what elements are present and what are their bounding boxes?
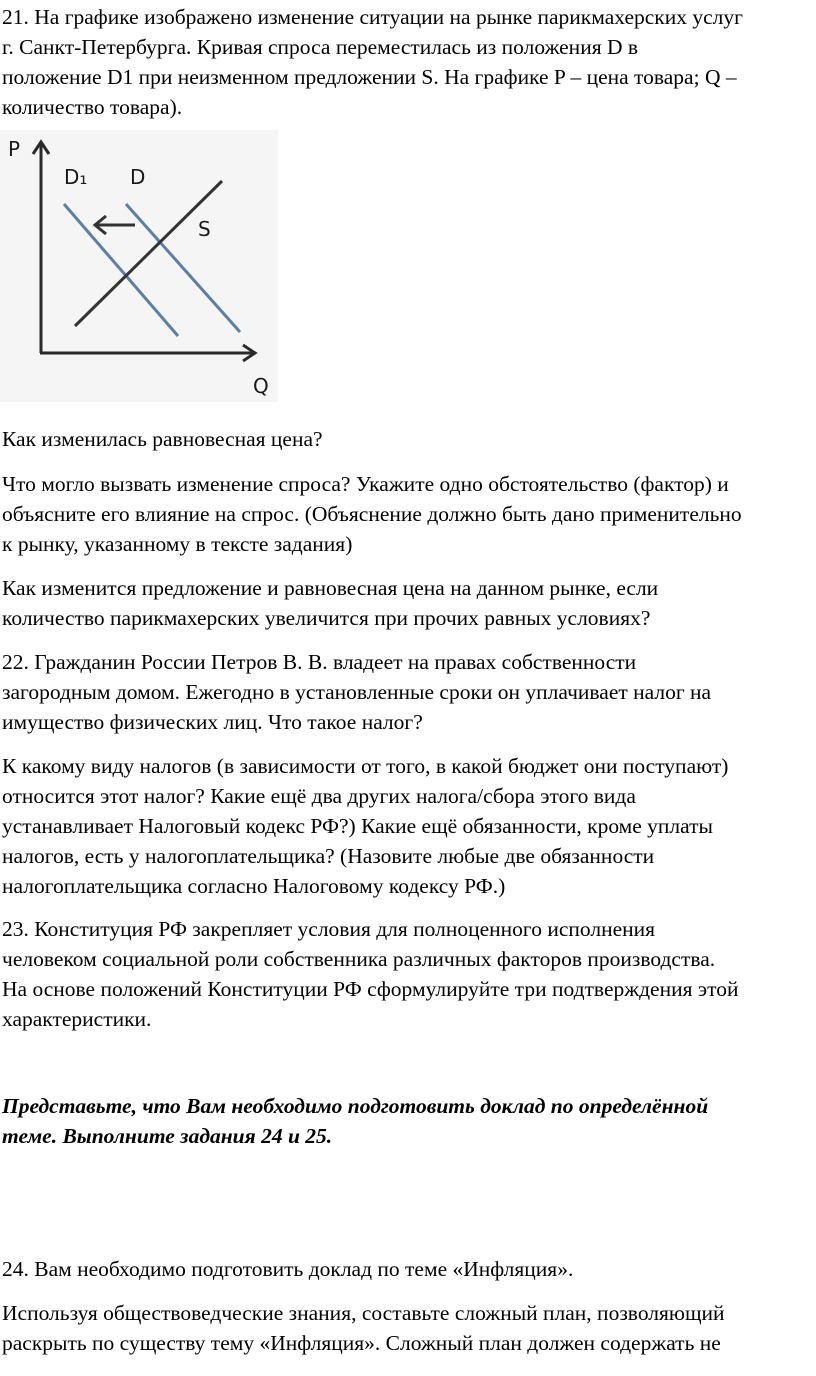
intro-tasks-24-25 bbox=[2, 1091, 814, 1151]
task-24-text bbox=[2, 1254, 814, 1284]
text-line: На основе положений Конституции РФ сформулируйте три подтверждения этой bbox=[2, 977, 739, 1001]
d-label: D bbox=[130, 165, 146, 189]
text-line: объясните его влияние на спрос. (Объяснение должно быть дано применительно bbox=[2, 502, 742, 526]
graph-svg bbox=[0, 130, 278, 402]
task-23-text bbox=[2, 914, 814, 1034]
task-24-instructions bbox=[2, 1298, 814, 1358]
text-line: теме. Выполните задания 24 и 25. bbox=[2, 1124, 333, 1148]
text-line: относится этот налог? Какие ещё два других налога/сбора этого вида bbox=[2, 784, 636, 808]
text-line: Как изменится предложение и равновесная цена на данном рынке, если bbox=[2, 576, 659, 600]
text-line: Используя обществоведческие знания, составьте сложный план, позволяющий bbox=[2, 1301, 725, 1325]
text-line: Как изменилась равновесная цена? bbox=[2, 427, 323, 451]
text-line: 23. Конституция РФ закрепляет условия для полноценного исполнения bbox=[2, 917, 656, 941]
d1-label: D₁ bbox=[64, 165, 88, 189]
text-line: количество парикмахерских увеличится при прочих равных условиях? bbox=[2, 606, 651, 630]
text-line: к рынку, указанному в тексте задания) bbox=[2, 532, 353, 556]
question-equilibrium-price bbox=[2, 424, 814, 454]
demand-curve-d bbox=[126, 204, 240, 332]
text-line: количество товара). bbox=[2, 95, 183, 119]
question-demand-factor bbox=[2, 469, 814, 559]
text-line: 24. Вам необходимо подготовить доклад по теме «Инфляция». bbox=[2, 1257, 574, 1281]
text-line: г. Санкт-Петербурга. Кривая спроса переместилась из положения D в bbox=[2, 35, 639, 59]
text-line: характеристики. bbox=[2, 1007, 152, 1031]
p-axis-label: P bbox=[8, 137, 21, 161]
supply-curve-s bbox=[75, 181, 222, 326]
text-line: налогоплательщика согласно Налоговому кодексу РФ.) bbox=[2, 874, 506, 898]
task-22-text bbox=[2, 647, 814, 737]
supply-demand-graph bbox=[0, 130, 278, 402]
text-line: имущество физических лиц. Что такое налог? bbox=[2, 710, 423, 734]
text-line: раскрыть по существу тему «Инфляция». Сложный план должен содержать не bbox=[2, 1331, 721, 1355]
text-line: налогов, есть у налогоплательщика? (Назовите любые две обязанности bbox=[2, 844, 655, 868]
text-line: 21. На графике изображено изменение ситуации на рынке парикмахерских услуг bbox=[2, 5, 743, 29]
text-line: К какому виду налогов (в зависимости от того, в какой бюджет они поступают) bbox=[2, 754, 729, 778]
text-line: устанавливает Налоговый кодекс РФ?) Какие ещё обязанности, кроме уплаты bbox=[2, 814, 713, 838]
text-line: загородным домом. Ежегодно в установленные сроки он уплачивает налог на bbox=[2, 680, 712, 704]
q-axis-label: Q bbox=[253, 374, 269, 398]
text-line: положение D1 при неизменном предложении S. На графике P – цена товара; Q – bbox=[2, 65, 737, 89]
text-line: Представьте, что Вам необходимо подготовить доклад по определённой bbox=[2, 1094, 709, 1118]
text-line: 22. Гражданин России Петров В. В. владеет на правах собственности bbox=[2, 650, 637, 674]
task-22-questions bbox=[2, 751, 814, 901]
question-supply-change bbox=[2, 573, 814, 633]
text-line: Что могло вызвать изменение спроса? Укажите одно обстоятельство (фактор) и bbox=[2, 472, 729, 496]
text-line: человеком социальной роли собственника различных факторов производства. bbox=[2, 947, 716, 971]
task-21-text bbox=[2, 2, 814, 122]
s-label: S bbox=[198, 217, 211, 241]
